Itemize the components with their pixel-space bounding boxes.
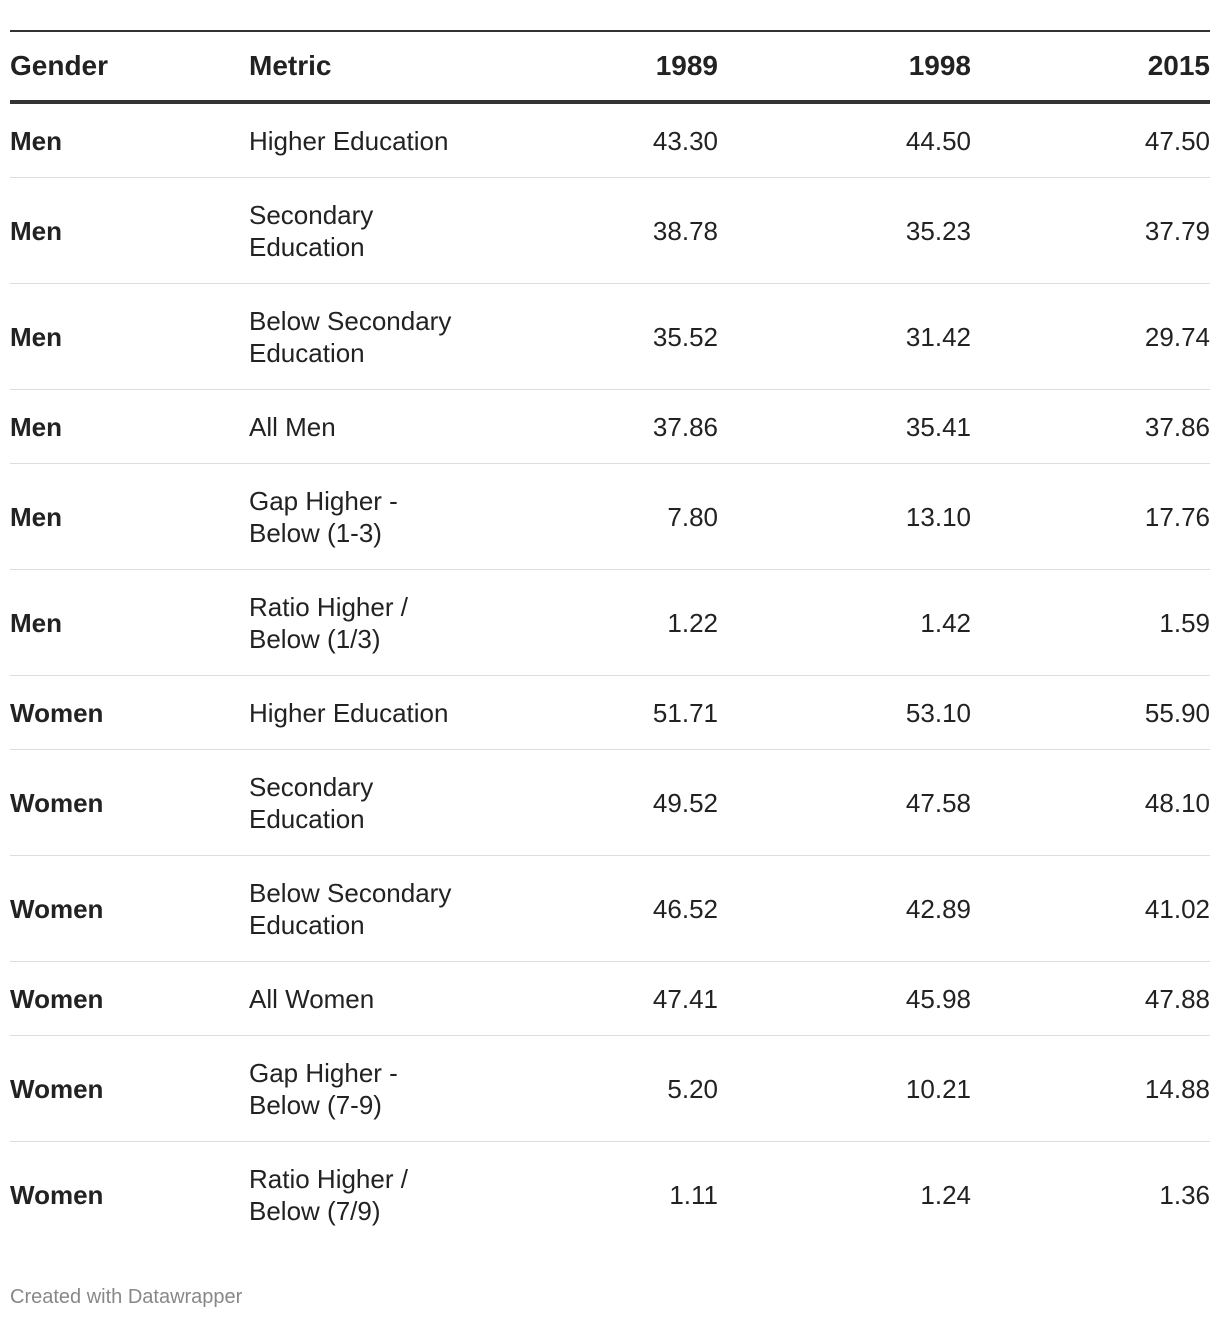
cell-gender: Men [10, 607, 62, 638]
cell-2015: 55.90 [1144, 697, 1210, 728]
table-row [10, 750, 1210, 856]
cell-metric [249, 464, 489, 570]
table-row [10, 390, 1210, 464]
cell-gender: Women [10, 697, 104, 728]
cell-gender: Men [10, 411, 62, 442]
metric-label: Secondary Education [249, 199, 374, 262]
cell-metric [249, 676, 489, 750]
metric-label: Below Secondary Education [249, 877, 452, 940]
column-header-1989[interactable]: 1989 [655, 50, 718, 81]
cell-1998: 35.41 [905, 411, 971, 442]
cell-gender: Men [10, 321, 62, 352]
cell-1989: 49.52 [652, 787, 718, 818]
table-row [10, 102, 1210, 178]
metric-label: Secondary Education [249, 771, 374, 834]
cell-gender: Women [10, 1073, 104, 1104]
cell-metric [249, 1142, 489, 1248]
header-row [10, 31, 1210, 102]
table-row [10, 676, 1210, 750]
cell-metric [249, 962, 489, 1036]
cell-gender: Men [10, 215, 62, 246]
data-table [10, 30, 1210, 1247]
cell-1998: 42.89 [905, 893, 971, 924]
cell-gender: Women [10, 893, 104, 924]
cell-1998: 13.10 [905, 501, 971, 532]
cell-gender: Men [10, 501, 62, 532]
column-header-metric[interactable]: Metric [249, 50, 332, 81]
table-row [10, 570, 1210, 676]
cell-2015: 1.59 [1159, 607, 1210, 638]
cell-1989: 5.20 [667, 1073, 718, 1104]
cell-1998: 35.23 [905, 215, 971, 246]
cell-2015: 14.88 [1144, 1073, 1210, 1104]
cell-1998: 45.98 [905, 983, 971, 1014]
metric-label: All Men [249, 411, 336, 442]
table-row [10, 284, 1210, 390]
metric-label: Higher Education [249, 125, 449, 156]
cell-1989: 51.71 [652, 697, 718, 728]
column-header-2015[interactable]: 2015 [1147, 50, 1210, 81]
cell-1989: 37.86 [652, 411, 718, 442]
metric-label: Ratio Higher / Below (1/3) [249, 591, 408, 654]
cell-2015: 48.10 [1144, 787, 1210, 818]
metric-label: Gap Higher - Below (1-3) [249, 485, 398, 548]
cell-1989: 35.52 [652, 321, 718, 352]
cell-1989: 38.78 [652, 215, 718, 246]
cell-metric [249, 102, 489, 178]
column-header-1998[interactable]: 1998 [908, 50, 971, 81]
cell-2015: 37.86 [1144, 411, 1210, 442]
metric-label: All Women [249, 983, 375, 1014]
datawrapper-credit: Created with Datawrapper [10, 1286, 243, 1308]
cell-1998: 53.10 [905, 697, 971, 728]
cell-gender: Women [10, 983, 104, 1014]
cell-gender: Men [10, 125, 62, 156]
cell-metric [249, 390, 489, 464]
cell-2015: 47.88 [1144, 983, 1210, 1014]
cell-2015: 37.79 [1144, 215, 1210, 246]
cell-gender: Women [10, 787, 104, 818]
data-table-container [10, 30, 1210, 1247]
cell-gender: Women [10, 1179, 104, 1210]
cell-metric [249, 178, 489, 284]
metric-label: Below Secondary Education [249, 305, 452, 368]
cell-1989: 43.30 [652, 125, 718, 156]
table-row [10, 856, 1210, 962]
cell-2015: 41.02 [1144, 893, 1210, 924]
metric-label: Higher Education [249, 697, 449, 728]
cell-2015: 1.36 [1159, 1179, 1210, 1210]
metric-label: Gap Higher - Below (7-9) [249, 1057, 398, 1120]
table-row [10, 1036, 1210, 1142]
table-row [10, 962, 1210, 1036]
cell-1989: 46.52 [652, 893, 718, 924]
cell-1998: 1.24 [920, 1179, 971, 1210]
table-row [10, 178, 1210, 284]
cell-1989: 1.11 [669, 1179, 718, 1210]
cell-1989: 7.80 [667, 501, 718, 532]
metric-label: Ratio Higher / Below (7/9) [249, 1163, 408, 1226]
cell-metric [249, 570, 489, 676]
cell-2015: 17.76 [1144, 501, 1210, 532]
cell-metric [249, 750, 489, 856]
table-body [10, 102, 1210, 1247]
table-row [10, 464, 1210, 570]
cell-metric [249, 856, 489, 962]
cell-1989: 47.41 [652, 983, 718, 1014]
cell-1998: 44.50 [905, 125, 971, 156]
table-row [10, 1142, 1210, 1248]
cell-1998: 31.42 [905, 321, 971, 352]
cell-1998: 47.58 [905, 787, 971, 818]
cell-2015: 47.50 [1144, 125, 1210, 156]
cell-1998: 10.21 [905, 1073, 971, 1104]
table-header [10, 31, 1210, 102]
column-header-gender[interactable]: Gender [10, 50, 109, 81]
cell-metric [249, 284, 489, 390]
cell-2015: 29.74 [1144, 321, 1210, 352]
cell-metric [249, 1036, 489, 1142]
cell-1989: 1.22 [667, 607, 718, 638]
cell-1998: 1.42 [920, 607, 971, 638]
